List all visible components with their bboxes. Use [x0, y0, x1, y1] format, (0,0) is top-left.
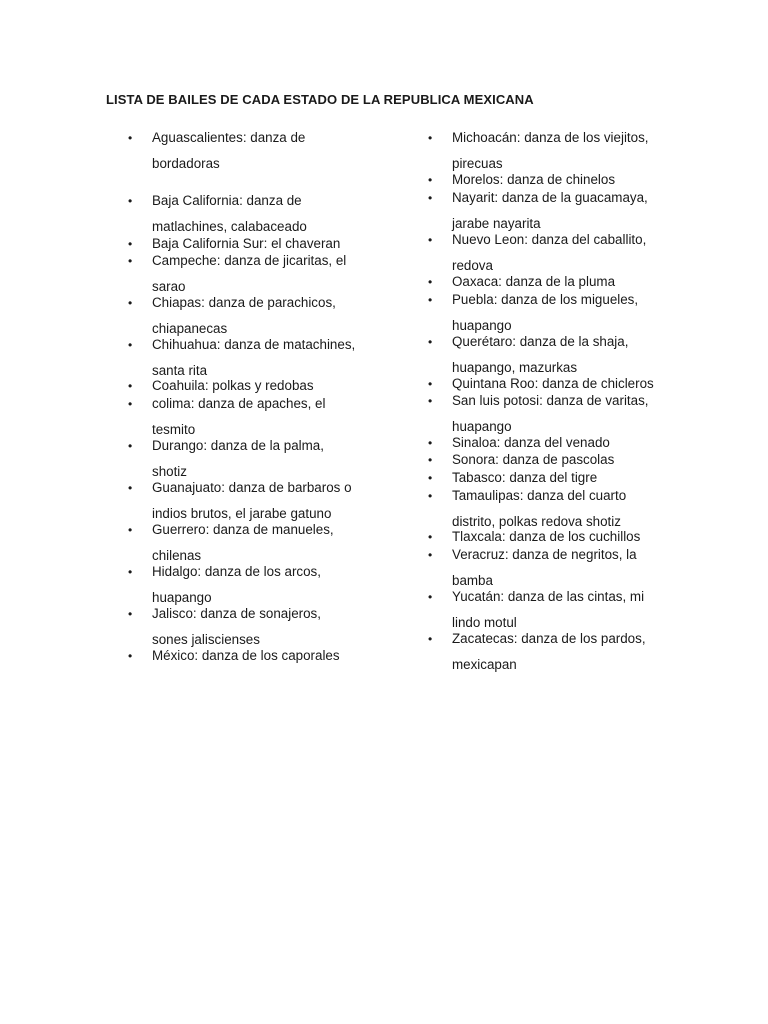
- bullet-icon: •: [428, 632, 433, 646]
- list-item-text: Sonora: danza de pascolas: [452, 452, 615, 467]
- list-item-text: Hidalgo: danza de los arcos,: [152, 564, 321, 579]
- list-item-text: Nuevo Leon: danza del caballito,: [452, 232, 647, 247]
- list-item-text: Yucatán: danza de las cintas, mi: [452, 589, 645, 604]
- bullet-icon: •: [428, 590, 433, 604]
- bullet-icon: •: [128, 254, 133, 268]
- list-item-text: Baja California Sur: el chaveran: [152, 236, 341, 251]
- list-item-text: Nayarit: danza de la guacamaya,: [452, 190, 648, 205]
- bullet-icon: •: [428, 377, 433, 391]
- list-item-text: Guanajuato: danza de barbaros o: [152, 480, 352, 495]
- list-item-text: Quintana Roo: danza de chicleros: [452, 376, 654, 391]
- list-item-text: Baja California: danza de: [152, 193, 302, 208]
- list-item-text: Tamaulipas: danza del cuarto: [452, 488, 627, 503]
- list-item-text-continued: sarao: [152, 279, 186, 294]
- bullet-icon: •: [128, 237, 133, 251]
- list-item-text-continued: pirecuas: [452, 156, 503, 171]
- list-item-text: San luis potosi: danza de varitas,: [452, 393, 649, 408]
- list-item-text: Tabasco: danza del tigre: [452, 470, 598, 485]
- list-item-text-continued: jarabe nayarita: [452, 216, 541, 231]
- list-item-text: Querétaro: danza de la shaja,: [452, 334, 629, 349]
- list-item-text-continued: sones jaliscienses: [152, 632, 260, 647]
- bullet-icon: •: [428, 394, 433, 408]
- bullet-icon: •: [428, 293, 433, 307]
- list-item-text: Zacatecas: danza de los pardos,: [452, 631, 646, 646]
- list-item-text: Durango: danza de la palma,: [152, 438, 324, 453]
- bullet-icon: •: [128, 397, 133, 411]
- list-item-text: colima: danza de apaches, el: [152, 396, 326, 411]
- bullet-icon: •: [128, 296, 133, 310]
- list-item-text: Aguascalientes: danza de: [152, 130, 306, 145]
- list-item-text: México: danza de los caporales: [152, 648, 340, 663]
- list-item-text: Chiapas: danza de parachicos,: [152, 295, 336, 310]
- list-item-text: Morelos: danza de chinelos: [452, 172, 616, 187]
- bullet-icon: •: [428, 489, 433, 503]
- list-item-text: Campeche: danza de jicaritas, el: [152, 253, 347, 268]
- list-item-text-continued: tesmito: [152, 422, 196, 437]
- list-item-text: Sinaloa: danza del venado: [452, 435, 610, 450]
- list-item-text-continued: huapango: [452, 318, 512, 333]
- list-item-text: Veracruz: danza de negritos, la: [452, 547, 637, 562]
- bullet-icon: •: [128, 194, 133, 208]
- bullet-icon: •: [428, 191, 433, 205]
- bullet-icon: •: [128, 565, 133, 579]
- bullet-icon: •: [428, 453, 433, 467]
- list-item-text-continued: lindo motul: [452, 615, 517, 630]
- list-item: [128, 126, 306, 176]
- list-item: [128, 644, 340, 668]
- bullet-icon: •: [428, 173, 433, 187]
- list-item-text: Jalisco: danza de sonajeros,: [152, 606, 321, 621]
- bullet-icon: •: [428, 471, 433, 485]
- list-item-text-continued: indios brutos, el jarabe gatuno: [152, 506, 332, 521]
- list-item-text-continued: bamba: [452, 573, 493, 588]
- bullet-icon: •: [128, 379, 133, 393]
- bullet-icon: •: [428, 275, 433, 289]
- list-item-text-continued: chilenas: [152, 548, 202, 563]
- bullet-icon: •: [128, 523, 133, 537]
- list-item-text-continued: matlachines, calabaceado: [152, 219, 307, 234]
- bullet-icon: •: [428, 335, 433, 349]
- bullet-icon: •: [428, 436, 433, 450]
- bullet-icon: •: [128, 607, 133, 621]
- bullet-icon: •: [128, 131, 133, 145]
- list-item-text: Chihuahua: danza de matachines,: [152, 337, 356, 352]
- list-item-text: Guerrero: danza de manueles,: [152, 522, 334, 537]
- list-item: [428, 627, 646, 677]
- list-item-text: Tlaxcala: danza de los cuchillos: [452, 529, 641, 544]
- document-title: LISTA DE BAILES DE CADA ESTADO DE LA REPUBLICA MEXICANA: [106, 92, 534, 107]
- list-item-text-continued: distrito, polkas redova shotiz: [452, 514, 621, 529]
- bullet-icon: •: [428, 131, 433, 145]
- bullet-icon: •: [128, 338, 133, 352]
- list-item-text: Coahuila: polkas y redobas: [152, 378, 314, 393]
- list-item-text-continued: mexicapan: [452, 657, 517, 672]
- list-item-text: Oaxaca: danza de la pluma: [452, 274, 616, 289]
- list-item-text-continued: huapango: [452, 419, 512, 434]
- list-item-text: Michoacán: danza de los viejitos,: [452, 130, 649, 145]
- bullet-icon: •: [128, 649, 133, 663]
- list-item-text-continued: huapango, mazurkas: [452, 360, 578, 375]
- bullet-icon: •: [428, 530, 433, 544]
- list-item-text-continued: santa rita: [152, 363, 208, 378]
- list-item-text-continued: shotiz: [152, 464, 187, 479]
- list-item-text-continued: bordadoras: [152, 156, 220, 171]
- list-item-text-continued: redova: [452, 258, 493, 273]
- list-item-text-continued: chiapanecas: [152, 321, 228, 336]
- list-item-text: Puebla: danza de los migueles,: [452, 292, 639, 307]
- bullet-icon: •: [128, 439, 133, 453]
- bullet-icon: •: [428, 548, 433, 562]
- bullet-icon: •: [428, 233, 433, 247]
- bullet-icon: •: [128, 481, 133, 495]
- list-item-text-continued: huapango: [152, 590, 212, 605]
